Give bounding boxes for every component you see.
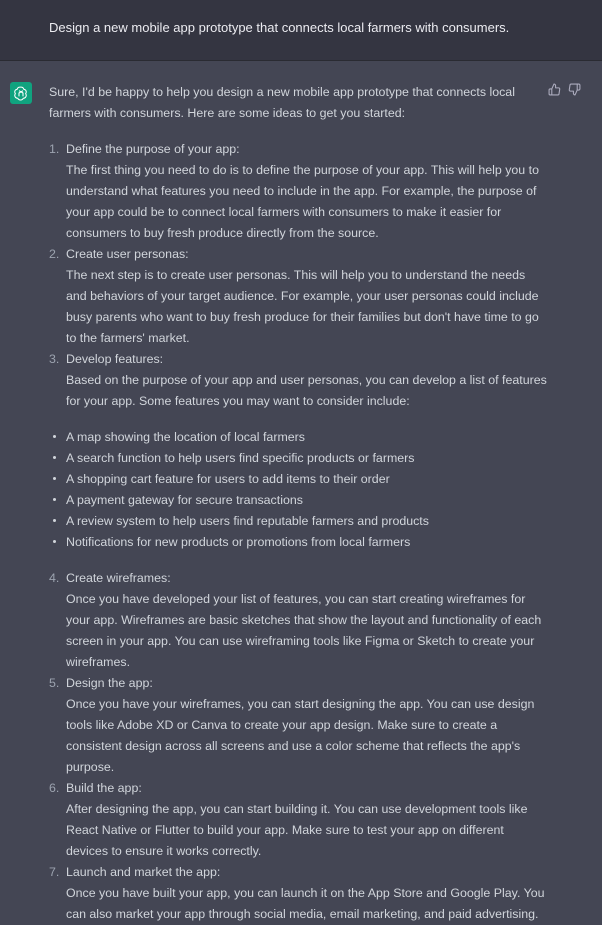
list-item	[49, 673, 549, 778]
feature-item: Notifications for new products or promotions from local farmers	[49, 532, 549, 553]
openai-logo-icon	[10, 82, 32, 104]
list-item	[49, 862, 549, 925]
step-title: Create wireframes:	[66, 571, 171, 585]
user-message-row	[0, 0, 602, 61]
step-title: Launch and market the app:	[66, 865, 221, 879]
features-list	[49, 427, 549, 553]
step-title: Create user personas:	[66, 247, 189, 261]
step-text: Based on the purpose of your app and user personas, you can develop a list of features for your app. Some features you may want to consider include:	[66, 373, 547, 408]
assistant-message-row	[0, 61, 602, 921]
step-text: Once you have developed your list of features, you can start creating wireframes for your app. Wireframes are basic sketches that show the layout and functionality of each screen in your app. You can use wireframing tools like Figma or Sketch to create your wireframes.	[66, 592, 542, 669]
assistant-intro: Sure, I'd be happy to help you design a new mobile app prototype that connects local farmers with consumers. Here are some ideas to get you started:	[49, 85, 515, 120]
user-message-text: Design a new mobile app prototype that connects local farmers with consumers.	[49, 20, 510, 35]
feature-item: A shopping cart feature for users to add items to their order	[49, 469, 549, 490]
step-text: Once you have your wireframes, you can start designing the app. You can use design tools like Adobe XD or Canva to create your app design. Make sure to create a consistent design across all screens and use a color scheme that reflects the app's purpose.	[66, 697, 535, 774]
steps-list	[49, 139, 549, 412]
step-title: Design the app:	[66, 676, 153, 690]
feature-item: A map showing the location of local farmers	[49, 427, 549, 448]
feedback-buttons	[547, 82, 581, 96]
feature-item: A search function to help users find specific products or farmers	[49, 448, 549, 469]
thumbs-down-icon[interactable]	[567, 82, 581, 96]
step-title: Define the purpose of your app:	[66, 142, 240, 156]
step-number: 4.	[49, 571, 60, 585]
step-text: Once you have built your app, you can launch it on the App Store and Google Play. You can also market your app through social media, email marketing, and paid advertising.	[66, 886, 545, 921]
step-title: Build the app:	[66, 781, 142, 795]
list-item	[49, 349, 549, 412]
list-item	[49, 139, 549, 244]
step-number: 5.	[49, 676, 60, 690]
step-number: 1.	[49, 142, 60, 156]
step-number: 2.	[49, 247, 60, 261]
list-item	[49, 568, 549, 673]
step-number: 6.	[49, 781, 60, 795]
steps-list-continued	[49, 568, 549, 925]
step-text: After designing the app, you can start building it. You can use development tools like React Native or Flutter to build your app. Make sure to test your app on different devices to ensure it works correctly.	[66, 802, 528, 858]
step-title: Develop features:	[66, 352, 164, 366]
feature-item: A review system to help users find reputable farmers and products	[49, 511, 549, 532]
assistant-message-content	[49, 82, 549, 925]
step-text: The first thing you need to do is to define the purpose of your app. This will help you to understand what features you need to include in the app. For example, the purpose of your app could be to connect local farmers with consumers to make it easier for consumers to buy fresh produce directly from the source.	[66, 163, 539, 240]
list-item	[49, 244, 549, 349]
step-number: 7.	[49, 865, 60, 879]
list-item	[49, 778, 549, 862]
thumbs-up-icon[interactable]	[547, 82, 561, 96]
step-number: 3.	[49, 352, 60, 366]
step-text: The next step is to create user personas. This will help you to understand the needs and behaviors of your target audience. For example, your user personas could include busy parents who want to buy fresh produce for their families but don't have time to go to the farmers' market.	[66, 268, 539, 345]
feature-item: A payment gateway for secure transactions	[49, 490, 549, 511]
